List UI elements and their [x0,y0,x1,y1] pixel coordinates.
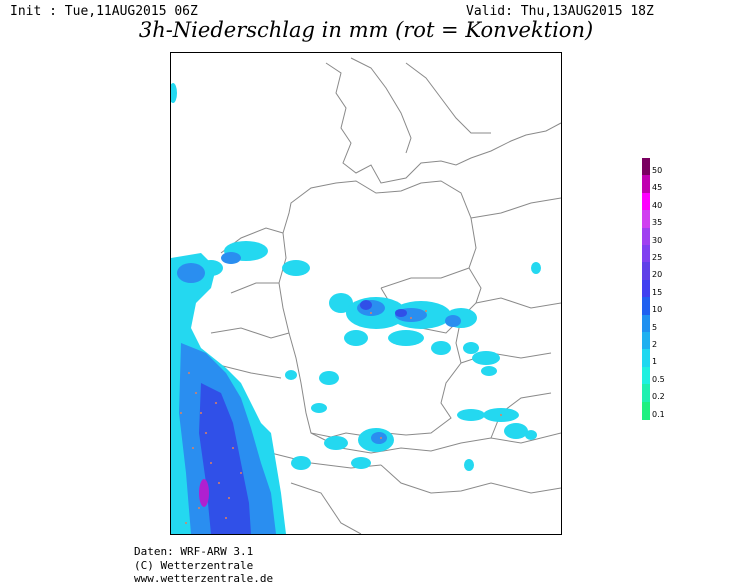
legend-level: 0.2 [652,392,665,402]
legend-level: 0.5 [652,374,665,384]
extreme-precip-area [199,479,209,507]
legend-level: 2 [652,340,658,349]
legend-level: 10 [652,305,663,315]
legend-swatch [642,402,650,420]
map-title: 3h-Niederschlag in mm (rot = Konvektion) [138,18,594,42]
legend-swatch [642,367,650,385]
legend-swatch [642,315,650,333]
legend-swatch [642,175,650,193]
legend-level: 25 [652,253,663,262]
legend-level: 30 [652,235,663,245]
legend-level: 35 [652,218,663,228]
heavy-precip-areas [199,300,407,534]
legend-level: 50 [652,166,663,175]
legend-swatch [642,245,650,263]
website: www.wetterzentrale.de [134,572,274,585]
map-canvas [171,53,561,534]
legend-level: 45 [652,183,663,193]
legend-swatch [642,349,650,367]
legend-swatch [642,228,650,246]
legend-swatch [642,262,650,280]
data-source: Daten: WRF-ARW 3.1 [134,545,254,558]
legend-swatch [642,158,650,176]
legend-level: 1 [652,357,658,367]
legend-level: 20 [652,270,663,280]
precipitation-map [170,52,562,535]
copyright: (C) Wetterzentrale [134,559,254,572]
legend-swatch [642,384,650,402]
legend-swatch [642,297,650,315]
legend-level: 0.1 [652,409,665,419]
legend-level: 15 [652,287,663,297]
legend-swatch [642,210,650,228]
legend-swatch [642,193,650,211]
legend-swatch [642,332,650,350]
legend-level: 40 [652,200,663,210]
legend-level: 5 [652,322,658,332]
valid-time: Valid: Thu,13AUG2015 18Z [466,4,654,19]
init-time: Init : Tue,11AUG2015 06Z [10,4,198,19]
legend-swatch [642,280,650,298]
